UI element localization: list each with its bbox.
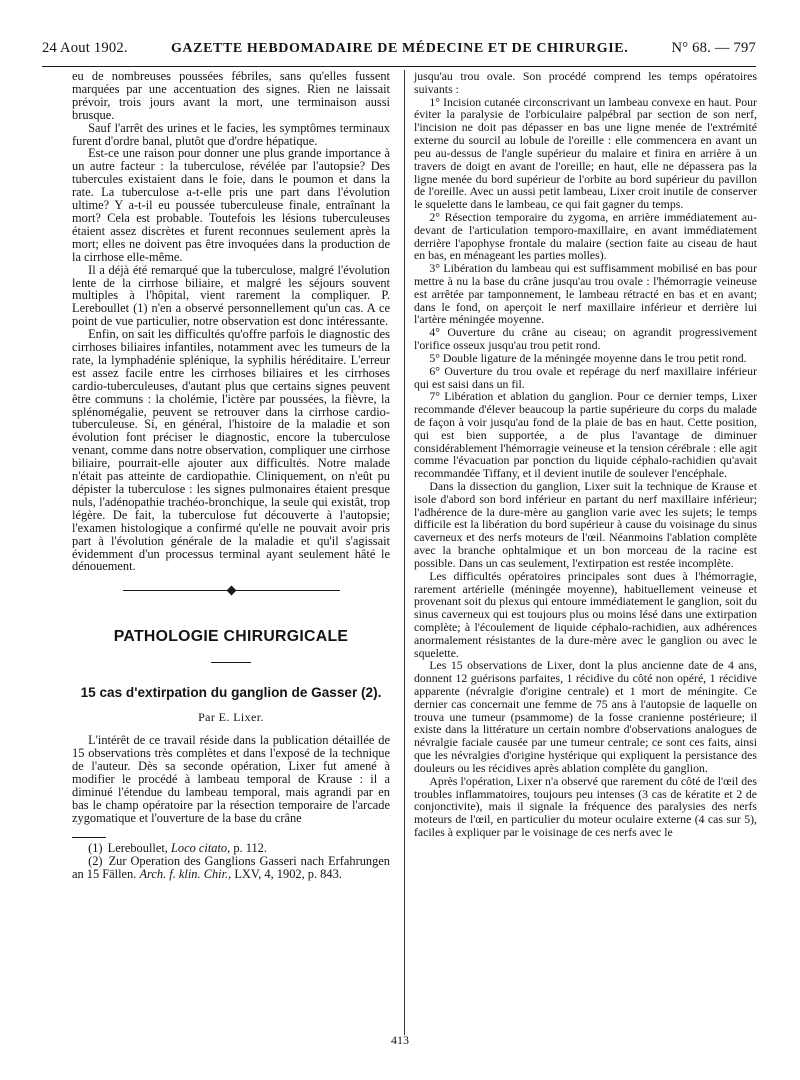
step-paragraph: 7° Libération et ablation du ganglion. Pour ce dernier temps, Lixer recommande d'élever beaucoup la partie supérieure du corps du malade de façon à voir jusqu'au fond de la plaie de bas en haut. Cette position, qui est bien supportée, a de plus l'avantage de diminuer considérablement l'hémorragie veineuse et la tension cérébrale : elle agit comme l'évacuation par ponction du liquide céphalo-rachidien qu'avait recommandée Tiffany, et il devient inutile de soulever l'encéphale. <box>414 389 757 481</box>
body-paragraph: Sauf l'arrêt des urines et le facies, les symptômes terminaux furent d'ordre banal, plutôt que d'ordre hépatique. <box>72 120 390 148</box>
right-column <box>414 70 757 839</box>
body-paragraph: Il a déjà été remarqué que la tuberculose, malgré l'évolution lente de la cirrhose biliaire, et malgré les séjours souvent multiples à l'hôpital, vient rarement la compliquer. P. Lereboullet (1) n'en a observé personnellement qu'un cas. A ce point de vue particulier, notre observation est donc intéressante. <box>72 262 390 329</box>
journal-title: GAZETTE HEBDOMADAIRE DE MÉDECINE ET DE CHIRURGIE. <box>170 41 629 56</box>
body-paragraph: jusqu'au trou ovale. Son procédé comprend les temps opératoires suivants : <box>414 69 757 96</box>
step-paragraph: 1° Incision cutanée circonscrivant un lambeau convexe en haut. Pour éviter la paralysie de l'orbiculaire palpébral par section de son nerf, l'incision ne doit pas dépasser en bas une ligne menée de l'extrémité externe du sourcil au lobule de l'oreille : elle commencera en avant un peu au-dessus de l'angle supérieur du malaire et finira en arrière à un travers de doigt en avant de l'oreille; en haut, elle ne dépassera pas la ligne menée du bord supérieur de l'orbite au bord supérieur du pavillon de l'oreille. Avec un aussi petit lambeau, Lixer croit inutile de conserver le squelette dans le lambeau, ce qui fait gagner du temps. <box>414 94 757 212</box>
ornament-line <box>236 590 340 591</box>
section-ornament <box>72 584 390 596</box>
step-paragraph: 6° Ouverture du trou ovale et repérage du nerf maxillaire inférieur qui est saisi dans un fil. <box>414 363 757 391</box>
ornament-line <box>123 590 227 591</box>
section-title: PATHOLOGIE CHIRURGICALE <box>113 628 349 646</box>
running-head <box>42 40 756 62</box>
footnote-2: (2) Zur Operation des Ganglions Gasseri nach Erfahrungen an 15 Fällen. Arch. f. klin. Chir., LXV, 4, 1902, p. 843. <box>72 853 390 881</box>
step-paragraph: 2° Résection temporaire du zygoma, en arrière immédiatement au-devant de l'articulation temporo-maxillaire, en avant immédiatement derrière l'apophyse frontale du malaire (section faite au ciseau de haut en bas, en ménageant les parties molles). <box>414 209 757 263</box>
header-rule <box>42 66 756 67</box>
left-column <box>72 70 390 880</box>
step-paragraph: 4° Ouverture du crâne au ciseau; on agrandit progressivement l'orifice osseux jusqu'au trou petit rond. <box>414 325 757 353</box>
column-divider <box>404 70 405 1035</box>
body-paragraph: Enfin, on sait les difficultés qu'offre parfois le diagnostic des cirrhoses biliaires infantiles, notamment avec les tumeurs de la rate, la lymphadénie splénique, la syphilis héréditaire. L'erreur est assez facile entre les cirrhoses biliaires et les cirrhoses cardio-tuberculeuses, d'autant plus que certains signes peuvent être communs : la cholémie, l'ictère par poussées, la fièvre, la splénomégalie, peuvent se retrouver dans la cirrhose cardio-tuberculeuse. Si, en général, l'histoire de la maladie et son évolution font préciser le diagnostic, encore la tuberculose venant, comme dans notre observation, compliquer une cirrhose biliaire, pourrait-elle ajouter aux difficultés. Notre malade n'était pas atteinte de cardiopathie. Cliniquement, on n'eût pu dépister la tuberculose : les signes pulmonaires étaient presque nuls, l'adénopathie trachéo-bronchique, la seule qui existât, trop légère. De fait, la tuberculose fut découverte à l'autopsie; l'examen histologique a confirmé qu'elle ne pouvait avoir pris part à l'évolution générale de la maladie et qu'il s'agissait évidemment d'un processus terminal ayant seulement hâté le dénouement. <box>72 327 390 574</box>
page-number: 413 <box>391 1033 409 1047</box>
body-paragraph: Dans la dissection du ganglion, Lixer suit la technique de Krause et isole d'abord son bord inférieur en partant du nerf maxillaire inférieur; l'adhérence de la dure-mère au ganglion varie avec les sujets; le temps difficile est la libération du bord supérieur à cause du voisinage du sinus caverneux et des nerfs moteurs de l'œil. Néanmoins l'ablation complète avec la branche ophtalmique et un bon morceau de la racine est possible. Dans un cas seulement, l'extirpation est restée incomplète. <box>414 479 757 570</box>
footnote-1: (1) Lereboullet, Loco citato, p. 112. <box>88 840 267 855</box>
issue-date: 24 Aout 1902. <box>42 40 128 56</box>
footnote-rule <box>72 837 106 838</box>
section-rule <box>211 662 251 663</box>
body-paragraph: Après l'opération, Lixer n'a observé que rarement du côté de l'œil des troubles inflammatoires, toujours peu intenses (3 cas de kératite et 2 de conjonctivite), mais il signale la fréquence des paralysies des nerfs moteurs de l'œil, en particulier du moteur oculaire externe (4 cas sur 5), faciles à expliquer par le voisinage de ces nerfs avec le <box>414 773 757 839</box>
article-author: Par E. Lixer. <box>198 710 264 725</box>
step-paragraph: 3° Libération du lambeau qui est suffisamment mobilisé en bas pour mettre à nu la base du crâne jusqu'au trou ovale : l'hémorragie veineuse est arrêtée par tamponnement, le lambeau rétracté en bas et en avant; dans le fond, on aperçoit le nerf maxillaire inférieur et derrière lui l'artère méningée moyenne. <box>414 261 757 327</box>
article-intro: L'intérêt de ce travail réside dans la publication détaillée de 15 observations très complètes et dans l'exposé de la technique de l'auteur. Dès sa seconde opération, Lixer fut amené à modifier le procédé à lambeau temporal de Krause : il a diminué l'étendue du lambeau temporal, mais agrandi par en bas le champ opératoire par la résection temporaire de l'arcade zygomatique et l'ouverture de la base du crâne <box>72 733 390 825</box>
article-title: 15 cas d'extirpation du ganglion de Gasser (2). <box>80 685 382 701</box>
body-paragraph: Les 15 observations de Lixer, dont la plus ancienne date de 4 ans, donnent 12 guérisons parfaites, 1 récidive du côté non opéré, 1 récidive apparente (névralgie d'origine centrale) et 1 mort de méningite. Ce dernier cas concernait une femme de 75 ans à l'autopsie de laquelle on trouva une tumeur (psammome) de la fosse cranienne postérieure; il existe dans la littérature un certain nombre d'observations analogues de névralgie faciale causée par une tumeur centrale; ce sont ces faits, ainsi que les névralgies d'origine hystérique qui expliquent la persistance des douleurs ou les récidives après ablation complète du ganglion. <box>414 658 757 775</box>
issue-number: N° 68. — 797 <box>671 40 756 56</box>
body-paragraph: Les difficultés opératoires principales sont dues à l'hémorragie, rarement artérielle (méningée moyenne), habituellement veineuse et provenant soit du plexus qui entoure immédiatement le ganglion, soit du sinus caverneux qui est toujours plus ou moins lésé dans une extirpation complète; à l'écoulement de liquide céphalo-rachidien, aux adhérences anormalement résistantes de la dure-mère avec le ganglion ou avec le squelette. <box>414 568 757 660</box>
body-paragraph: eu de nombreuses poussées fébriles, sans qu'elles fussent marquées par une accentuation des signes. Rien ne laissait prévoir, trois jours avant la mort, une terminaison aussi brusque. <box>72 69 390 122</box>
diamond-icon <box>226 585 236 595</box>
step-paragraph: 5° Double ligature de la méningée moyenne dans le trou petit rond. <box>429 350 747 365</box>
body-paragraph: Est-ce une raison pour donner une plus grande importance à un autre facteur : la tuberculose, révélée par l'autopsie? Des tubercules existaient dans le foie, dans le poumon et dans la rate. La tuberculose a-t-elle pris une part dans l'évolution ultime? Y a-t-il eu poussée tuberculeuse finale, entraînant la mort? Cela est probable. Toutefois les lésions tuberculeuses étaient assez discrètes et furent reconnues seulement après la mort; elles ne doivent pas être invoquées dans la production de la cirrhose elle-même. <box>72 146 390 264</box>
